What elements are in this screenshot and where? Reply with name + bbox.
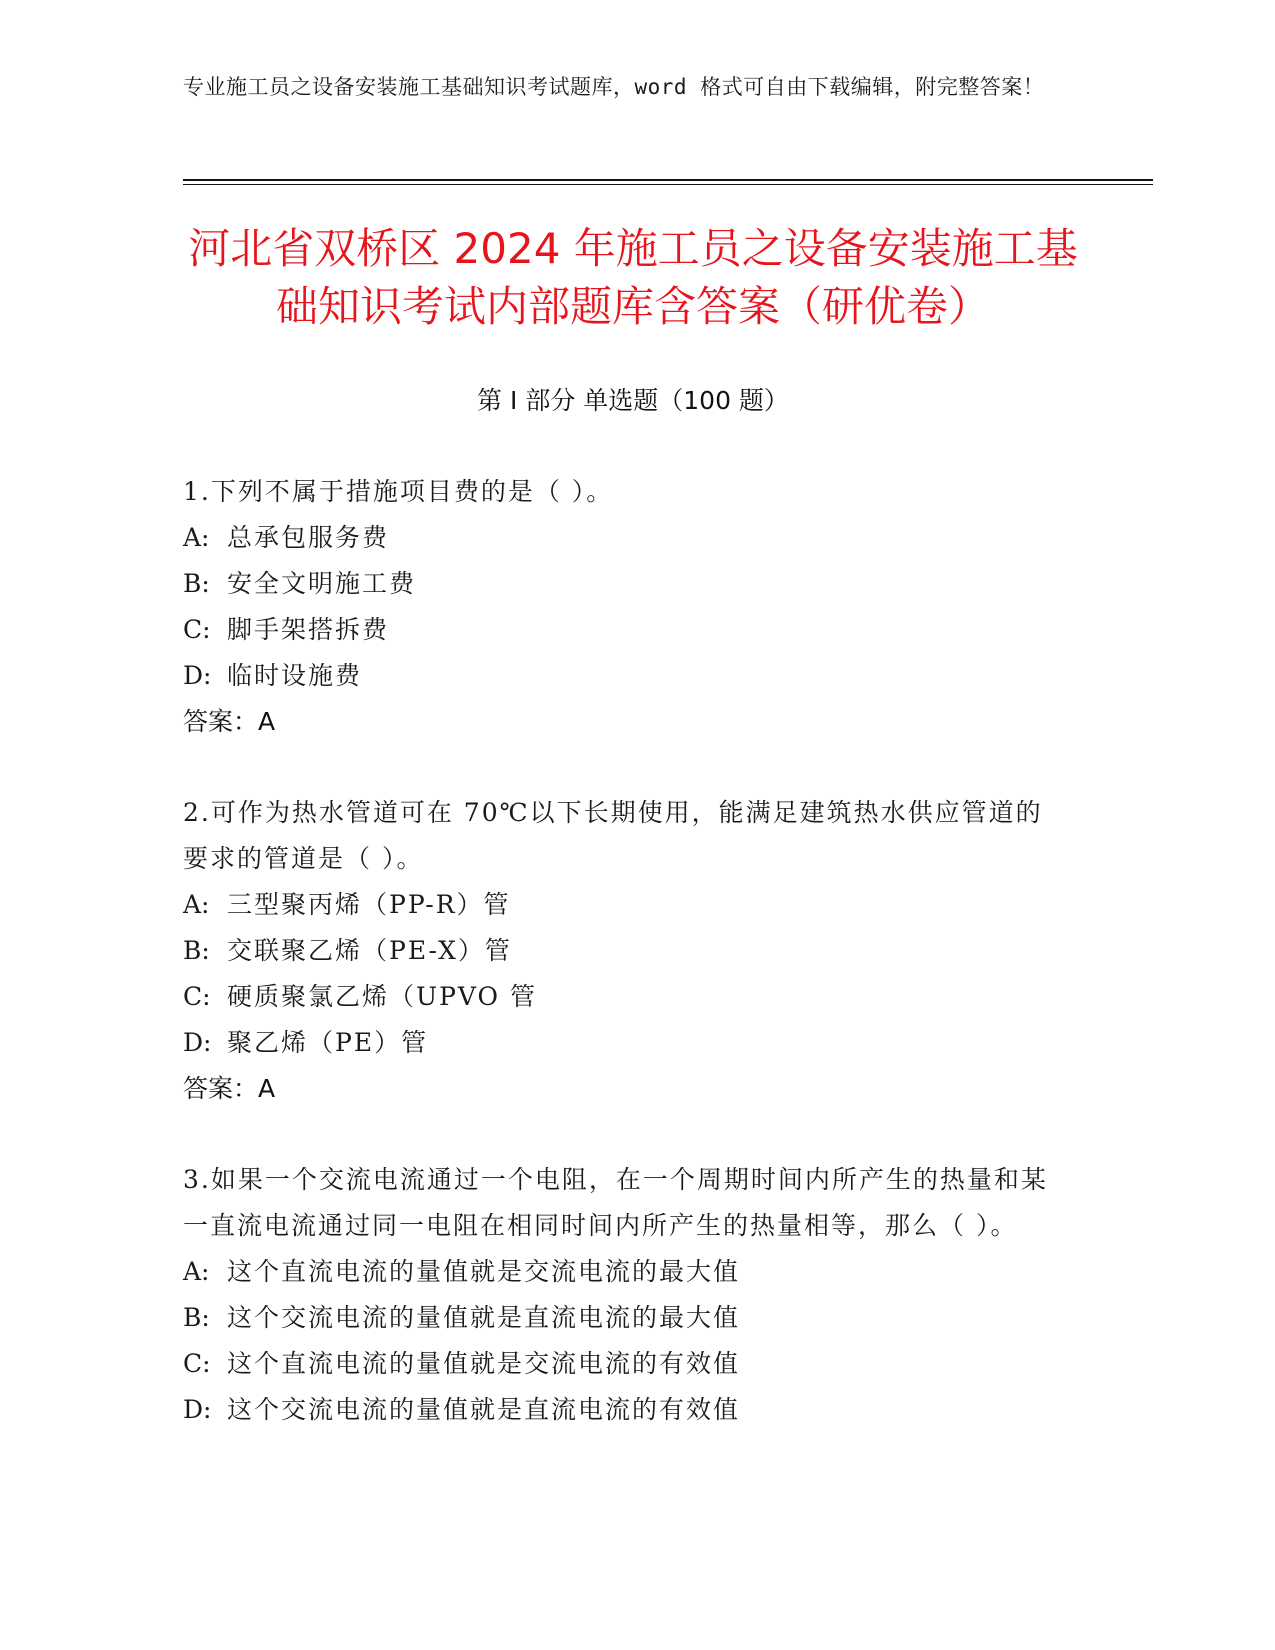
option-text: 这个交流电流的量值就是直流电流的有效值 [227,1395,741,1424]
option-key: B: [183,569,210,598]
option-text: 脚手架搭拆费 [227,615,390,644]
option-b [183,1295,1063,1341]
option-text: 这个直流电流的量值就是交流电流的最大值 [227,1257,741,1286]
option-key: C: [183,615,211,644]
section-heading: 第 I 部分 单选题（100 题） [477,386,789,415]
document-title: 河北省双桥区 2024 年施工员之设备安装施工基础知识考试内部题库含答案（研优卷） [188,224,1078,331]
option-text: 交联聚乙烯（PE-X）管 [227,936,512,965]
option-c [183,1341,1063,1387]
option-a [183,515,1063,561]
option-key: C: [183,1349,211,1378]
option-text: 三型聚丙烯（PP-R）管 [227,890,511,919]
question-2 [183,790,1063,1112]
header-rule-thin [183,184,1153,185]
option-text: 总承包服务费 [227,523,390,552]
option-text: 硬质聚氯乙烯（UPVO 管 [227,982,537,1011]
answer: 答案：A [183,1074,276,1103]
option-d [183,1387,1063,1433]
option-key: B: [183,1303,210,1332]
option-text: 临时设施费 [227,661,363,690]
header-rule-thick [183,179,1153,181]
option-a [183,882,1063,928]
question-stem: 1.下列不属于措施项目费的是（ ）。 [183,477,614,506]
option-b [183,928,1063,974]
option-c [183,974,1063,1020]
option-d [183,1020,1063,1066]
question-stem: 2.可作为热水管道可在 70℃以下长期使用，能满足建筑热水供应管道的要求的管道是（ ）。 [183,798,1043,873]
option-text: 这个直流电流的量值就是交流电流的有效值 [227,1349,741,1378]
option-key: D: [183,1028,212,1057]
option-text: 安全文明施工费 [227,569,417,598]
question-list [183,469,1063,1478]
option-text: 聚乙烯（PE）管 [227,1028,429,1057]
option-d [183,653,1063,699]
question-3 [183,1157,1063,1433]
option-key: D: [183,661,212,690]
header-note: 专业施工员之设备安装施工基础知识考试题库，word 格式可自由下载编辑，附完整答案！ [183,75,1045,99]
option-key: A: [183,890,210,919]
answer: 答案：A [183,707,276,736]
question-stem: 3.如果一个交流电流通过一个电阻，在一个周期时间内所产生的热量和某一直流电流通过同一电阻在相同时间内所产生的热量相等，那么（ ）。 [183,1165,1048,1240]
option-key: B: [183,936,210,965]
question-1 [183,469,1063,745]
option-key: D: [183,1395,212,1424]
option-c [183,607,1063,653]
option-text: 这个交流电流的量值就是直流电流的最大值 [227,1303,741,1332]
option-a [183,1249,1063,1295]
option-key: A: [183,1257,210,1286]
option-key: A: [183,523,210,552]
option-b [183,561,1063,607]
option-key: C: [183,982,211,1011]
